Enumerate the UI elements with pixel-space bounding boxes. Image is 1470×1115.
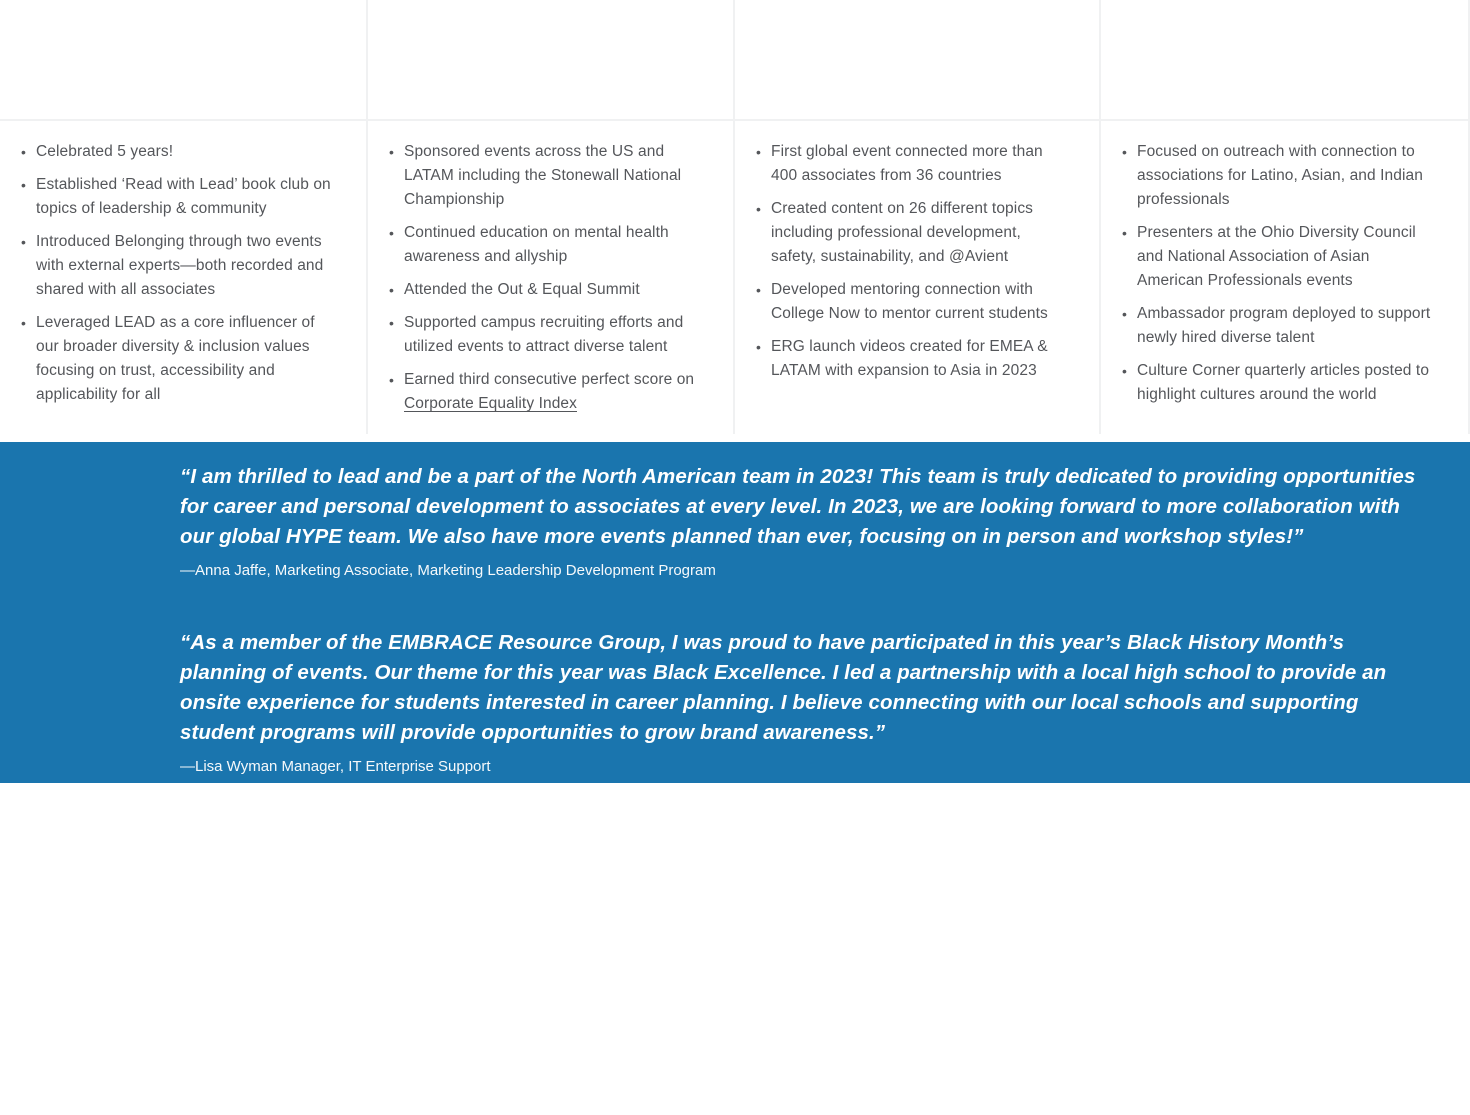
testimonial-band <box>0 442 1470 783</box>
erg-column-1-header <box>0 0 366 119</box>
quote-text: “As a member of the EMBRACE Resource Group, I was proud to have participated in this year’s Black History Month’s planning of events. Our theme for this year was Black Excellence. I led a partnership with a local high school to provide an onsite experience for students interested in career planning. I believe connecting with our local schools and supporting student programs will provide opportunities to grow brand awareness.” <box>180 631 1387 744</box>
horizontal-divider <box>0 119 1470 121</box>
bullet-item: • Focused on outreach with connection to associations for Latino, Asian, and Indian professionals <box>1121 140 1438 212</box>
bullet-item: • Attended the Out & Equal Summit <box>388 278 703 302</box>
erg-column-4 <box>1101 0 1470 434</box>
erg-highlights-table <box>0 0 1470 434</box>
bullet-item: • Presenters at the Ohio Diversity Council and National Association of Asian American Professionals events <box>1121 221 1438 293</box>
erg-column-3-header <box>735 0 1099 119</box>
bullet-list <box>20 140 336 407</box>
bullet-list <box>388 140 703 416</box>
bullet-item: • Sponsored events across the US and LATAM including the Stonewall National Championship <box>388 140 703 212</box>
bullet-item: • Leveraged LEAD as a core influencer of our broader diversity & inclusion values focusing on trust, accessibility and applicability for all <box>20 311 336 407</box>
bullet-item: • ERG launch videos created for EMEA & LATAM with expansion to Asia in 2023 <box>755 335 1069 383</box>
erg-column-4-body <box>1101 119 1468 407</box>
quote-text: “I am thrilled to lead and be a part of the North American team in 2023! This team is truly dedicated to providing opportunities for career and personal development to associates at every level. In 2023, we are looking forward to more collaboration with our global HYPE team. We also have more events planned than ever, focusing on in person and workshop styles!” <box>180 465 1416 548</box>
bullet-item: • Culture Corner quarterly articles posted to highlight cultures around the world <box>1121 359 1438 407</box>
bullet-item: • Developed mentoring connection with College Now to mentor current students <box>755 278 1069 326</box>
bullet-item: • First global event connected more than 400 associates from 36 countries <box>755 140 1069 188</box>
erg-column-4-header <box>1101 0 1468 119</box>
corporate-equality-index-link[interactable]: Corporate Equality Index <box>404 395 577 412</box>
erg-column-3-body <box>735 119 1099 383</box>
erg-column-2-body <box>368 119 733 416</box>
erg-column-2 <box>368 0 735 434</box>
erg-column-1-body <box>0 119 366 407</box>
quote-attribution: —Anna Jaffe, Marketing Associate, Marketing Leadership Development Program <box>180 562 716 579</box>
bullet-item: • Earned third consecutive perfect score on Corporate Equality Index <box>388 368 703 416</box>
quote-block-1 <box>180 462 1430 582</box>
erg-column-3 <box>735 0 1101 434</box>
erg-column-2-header <box>368 0 733 119</box>
bullet-item: • Created content on 26 different topics including professional development, safety, sustainability, and @Avient <box>755 197 1069 269</box>
bullet-item: • Established ‘Read with Lead’ book club on topics of leadership & community <box>20 173 336 221</box>
quote-attribution: —Lisa Wyman Manager, IT Enterprise Support <box>180 758 491 775</box>
erg-column-1 <box>0 0 368 434</box>
bullet-item: • Supported campus recruiting efforts and utilized events to attract diverse talent <box>388 311 703 359</box>
quote-block-2 <box>180 628 1430 778</box>
bottom-whitespace <box>0 783 1470 1115</box>
bullet-list <box>1121 140 1438 407</box>
bullet-item: • Introduced Belonging through two events with external experts—both recorded and shared with all associates <box>20 230 336 302</box>
bullet-item: • Continued education on mental health awareness and allyship <box>388 221 703 269</box>
bullet-item: • Celebrated 5 years! <box>20 140 336 164</box>
bullet-item: • Ambassador program deployed to support newly hired diverse talent <box>1121 302 1438 350</box>
bullet-list <box>755 140 1069 383</box>
